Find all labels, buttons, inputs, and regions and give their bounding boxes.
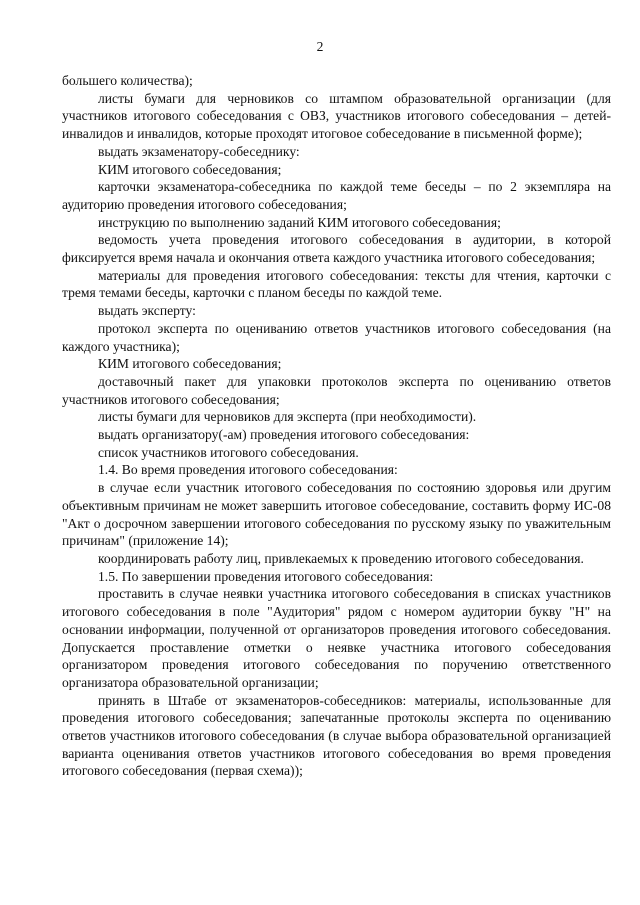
document-body xyxy=(62,72,611,780)
paragraph: материалы для проведения итогового собеседования: тексты для чтения, карточки с тремя темами беседы, карточки с планом беседы по каждой теме. xyxy=(62,267,611,301)
paragraph: листы бумаги для черновиков со штампом образовательной организации (для участников итогового собеседования с ОВЗ, участников итогового собеседования – детей-инвалидов и инвалидов, которые проходят итоговое собеседование в письменной форме); xyxy=(62,90,611,142)
paragraph: список участников итогового собеседования. xyxy=(98,444,359,460)
paragraph: большего количества); xyxy=(62,73,193,88)
paragraph: выдать эксперту: xyxy=(98,303,196,319)
section-heading: 1.4. Во время проведения итогового собеседования: xyxy=(98,462,398,478)
paragraph: карточки экзаменатора-собеседника по каждой теме беседы – по 2 экземпляра на аудиторию проведения итогового собеседования; xyxy=(62,179,611,212)
paragraph: ведомость учета проведения итогового собеседования в аудитории, в которой фиксируется время начала и окончания ответа каждого участника итогового собеседования; xyxy=(62,232,611,266)
paragraph: доставочный пакет для упаковки протоколов эксперта по оцениванию ответов участников итогового собеседования; xyxy=(62,373,611,407)
paragraph: КИМ итогового собеседования; xyxy=(98,161,282,177)
paragraph: листы бумаги для черновиков для эксперта (при необходимости). xyxy=(98,409,477,425)
paragraph: в случае если участник итогового собеседования по состоянию здоровья или другим объективным причинам не может завершить итоговое собеседование, составить форму ИС-08 "Акт о досрочном завершении итогового собеседования по русскому языку по уважительным причинам" (приложение 14); xyxy=(62,480,611,549)
paragraph: протокол эксперта по оцениванию ответов участников итогового собеседования (на каждого участника); xyxy=(62,320,611,354)
section-heading: 1.5. По завершении проведения итогового собеседования: xyxy=(98,568,434,584)
paragraph: инструкцию по выполнению заданий КИМ итогового собеседования; xyxy=(98,214,501,230)
paragraph: координировать работу лиц, привлекаемых к проведению итогового собеседования. xyxy=(98,550,584,566)
page-number: 2 xyxy=(316,39,324,54)
paragraph: выдать экзаменатору-собеседнику: xyxy=(98,143,300,159)
paragraph: проставить в случае неявки участника итогового собеседования в списках участников итогового собеседования в поле "Аудитория" рядом с номером аудитории букву "Н" на основании информации, полученной от организаторов проведения итогового собеседования. Допускается проставление отметки о неявке участника итогового собеседования организатором проведения итогового собеседования по поручению ответственного организатора образовательной организации; xyxy=(62,586,611,690)
paragraph: принять в Штабе от экзаменаторов-собеседников: материалы, использованные для проведения итогового собеседования; запечатанные протоколы эксперта по оцениванию ответов участников итогового собеседования (в случае выбора образовательной организацией варианта оценивания ответов участников итогового собеседования во время проведения итогового собеседования (первая схема)); xyxy=(62,692,611,779)
paragraph: КИМ итогового собеседования; xyxy=(98,356,282,372)
paragraph: выдать организатору(-ам) проведения итогового собеседования: xyxy=(98,427,470,443)
